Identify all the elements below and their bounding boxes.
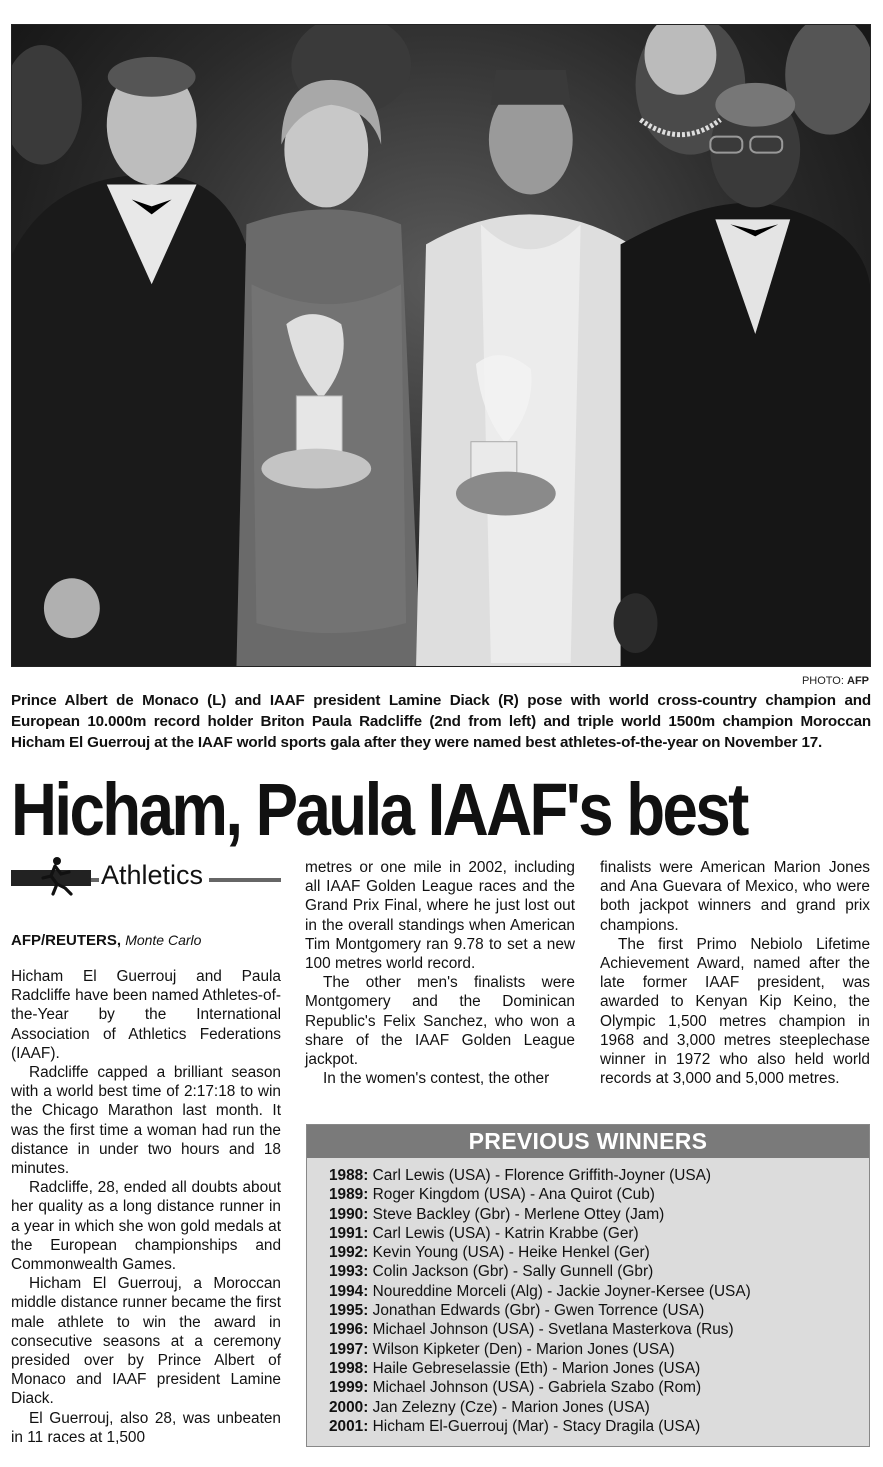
winner-year: 2001: xyxy=(329,1417,369,1435)
winner-names: Jan Zelezny (Cze) - Marion Jones (USA) xyxy=(372,1398,650,1416)
article-column-3 xyxy=(600,858,870,1088)
winner-names: Roger Kingdom (USA) - Ana Quirot (Cub) xyxy=(372,1186,655,1204)
photo-caption: Prince Albert de Monaco (L) and IAAF president Lamine Diack (R) pose with world cross-country champion and European 10.000m record holder Briton Paula Radcliffe (2nd from left) and triple world 1500m champion Moroccan Hicham El Guerrouj at the IAAF world sports gala after they were named best athletes-of-the-year on November 17. xyxy=(11,692,871,751)
winner-names: Colin Jackson (Gbr) - Sally Gunnell (Gbr) xyxy=(372,1263,654,1281)
winner-year: 1994: xyxy=(329,1282,369,1300)
winner-year: 1989: xyxy=(329,1186,369,1204)
winner-names: Jonathan Edwards (Gbr) - Gwen Torrence (USA) xyxy=(372,1302,705,1320)
section-tag xyxy=(11,856,281,898)
winner-year: 1991: xyxy=(329,1224,369,1242)
photo-credit-label: PHOTO: xyxy=(801,675,844,687)
winner-names: Wilson Kipketer (Den) - Marion Jones (USA) xyxy=(372,1340,675,1358)
photo-credit xyxy=(802,675,869,687)
article-paragraph: The first Primo Nebiolo Lifetime Achievement Award, named after the late former IAAF president, was awarded to Kenyan Kip Keino, the Olympic 1,500 metres champion in 1968 and 3,000 metres steeplechase winner in 1972 who also held world records at 3,000 and 5,000 metres. xyxy=(600,935,870,1088)
winner-names: Steve Backley (Gbr) - Merlene Ottey (Jam) xyxy=(372,1205,665,1223)
winner-year: 1997: xyxy=(329,1340,369,1358)
winner-names: Kevin Young (USA) - Heike Henkel (Ger) xyxy=(372,1244,650,1262)
list-item xyxy=(329,1378,869,1397)
list-item xyxy=(329,1282,869,1301)
winner-year: 1992: xyxy=(329,1244,369,1262)
list-item xyxy=(329,1262,869,1281)
article-paragraph: Radcliffe, 28, ended all doubts about her quality as a long distance runner in a year in which she won gold medals at the European championships and Commonwealth Games. xyxy=(11,1179,281,1274)
list-item xyxy=(329,1359,869,1378)
list-item xyxy=(329,1398,869,1417)
winner-year: 1995: xyxy=(329,1302,369,1320)
previous-winners-list xyxy=(307,1158,869,1436)
article-paragraph: Hicham El Guerrouj, a Moroccan middle distance runner became the first male athlete to win the award in consecutive seasons at a ceremony presided over by Prince Albert of Monaco and IAAF president Lamine Diack. xyxy=(11,1275,281,1408)
photo-credit-source: AFP xyxy=(847,675,869,687)
article-paragraph: In the women's contest, the other xyxy=(323,1070,550,1088)
section-label: Athletics xyxy=(99,860,209,891)
winner-year: 1996: xyxy=(329,1321,369,1339)
article-paragraph: The other men's finalists were Montgomery and the Dominican Republic's Felix Sanchez, who won a share of the IAAF Golden League jackpot. xyxy=(305,974,575,1069)
winner-year: 1993: xyxy=(329,1263,369,1281)
list-item xyxy=(329,1205,869,1224)
winner-names: Carl Lewis (USA) - Florence Griffith-Joyner (USA) xyxy=(372,1167,712,1184)
byline xyxy=(11,932,201,949)
list-item xyxy=(329,1166,869,1185)
article-column-2 xyxy=(305,858,575,1088)
winner-year: 1990: xyxy=(329,1205,369,1223)
headline: Hicham, Paula IAAF's best xyxy=(11,768,747,851)
previous-winners-box xyxy=(306,1124,870,1447)
byline-agency: AFP/REUTERS, xyxy=(11,932,122,949)
list-item xyxy=(329,1243,869,1262)
list-item xyxy=(329,1301,869,1320)
article-paragraph: Radcliffe capped a brilliant season with a world best time of 2:17:18 to win the Chicago Marathon last month. It was the first time a woman had run the distance in under two hours and 18 minutes. xyxy=(11,1064,281,1178)
previous-winners-title: PREVIOUS WINNERS xyxy=(307,1125,869,1158)
runner-icon xyxy=(35,856,79,896)
news-photo xyxy=(11,24,871,667)
list-item xyxy=(329,1224,869,1243)
winner-year: 1999: xyxy=(329,1379,369,1397)
article-paragraph: finalists were American Marion Jones and Ana Guevara of Mexico, who were both jackpot winners and grand prix champions. xyxy=(600,859,870,934)
list-item xyxy=(329,1185,869,1204)
winner-year: 2000: xyxy=(329,1398,369,1416)
article-paragraph: El Guerrouj, also 28, was unbeaten in 11 races at 1,500 xyxy=(11,1409,281,1446)
winner-names: Michael Johnson (USA) - Svetlana Masterkova (Rus) xyxy=(372,1321,734,1339)
winner-names: Carl Lewis (USA) - Katrin Krabbe (Ger) xyxy=(372,1224,639,1242)
winner-year: 1988: xyxy=(329,1167,369,1184)
list-item xyxy=(329,1320,869,1339)
article-column-1 xyxy=(11,967,281,1447)
winner-year: 1998: xyxy=(329,1359,369,1377)
winner-names: Michael Johnson (USA) - Gabriela Szabo (Rom) xyxy=(372,1379,702,1397)
list-item xyxy=(329,1340,869,1359)
list-item xyxy=(329,1417,869,1436)
winner-names: Hicham El-Guerrouj (Mar) - Stacy Dragila (USA) xyxy=(372,1417,701,1435)
winner-names: Noureddine Morceli (Alg) - Jackie Joyner-Kersee (USA) xyxy=(372,1282,751,1300)
winner-names: Haile Gebreselassie (Eth) - Marion Jones (USA) xyxy=(372,1359,701,1377)
article-paragraph: metres or one mile in 2002, including all IAAF Golden League races and the Grand Prix Final, where he just lost out in the overall standings when American Tim Montgomery ran 9.78 to set a new 100 metres world record. xyxy=(305,859,575,973)
byline-location: Monte Carlo xyxy=(125,932,202,948)
article-paragraph: Hicham El Guerrouj and Paula Radcliffe have been named Athletes-of-the-Year by the International Association of Athletics Federations (IAAF). xyxy=(11,968,281,1062)
